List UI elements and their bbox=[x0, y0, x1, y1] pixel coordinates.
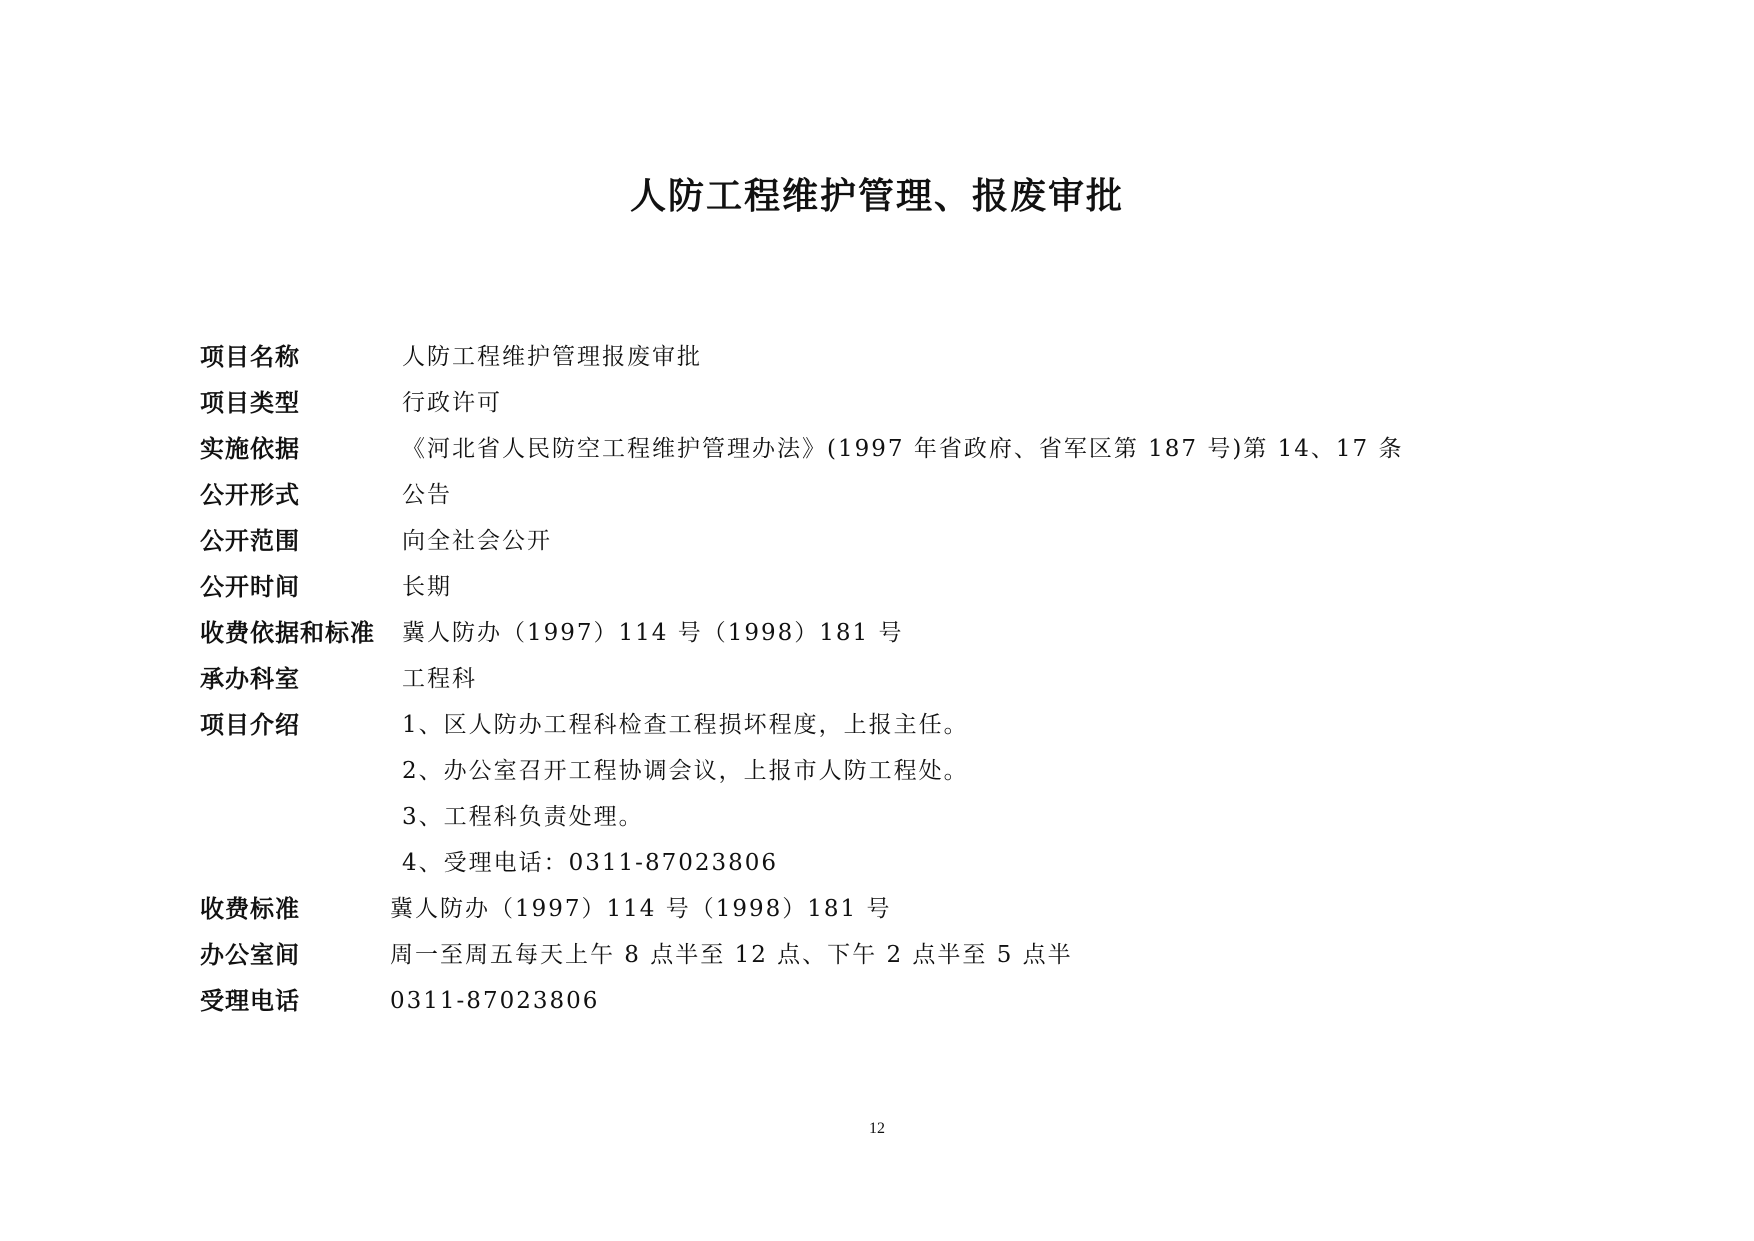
row-label: 公开形式 bbox=[200, 481, 300, 509]
info-row-disclosure-scope bbox=[200, 518, 1560, 564]
info-row-introduction-4 bbox=[200, 840, 1560, 886]
page-number: 12 bbox=[869, 1120, 885, 1137]
row-value: 冀人防办（1997）114 号（1998）181 号 bbox=[402, 620, 904, 646]
row-value: 《河北省人民防空工程维护管理办法》(1997 年省政府、省军区第 187 号)第 14、17 条 bbox=[402, 436, 1404, 462]
info-row-disclosure-form bbox=[200, 472, 1560, 518]
info-row-office-hours bbox=[200, 932, 1560, 978]
row-label: 受理电话 bbox=[200, 987, 300, 1015]
row-value: 周一至周五每天上午 8 点半至 12 点、下午 2 点半至 5 点半 bbox=[390, 942, 1073, 968]
row-value: 4、受理电话：0311-87023806 bbox=[402, 850, 779, 876]
info-row-legal-basis bbox=[200, 426, 1560, 472]
row-value: 工程科 bbox=[402, 666, 477, 692]
info-table bbox=[200, 334, 1560, 1024]
row-label: 项目名称 bbox=[200, 343, 300, 371]
row-value: 1、区人防办工程科检查工程损坏程度，上报主任。 bbox=[402, 712, 969, 738]
row-value: 人防工程维护管理报废审批 bbox=[402, 344, 702, 370]
info-row-introduction-3 bbox=[200, 794, 1560, 840]
info-row-fee-standard bbox=[200, 886, 1560, 932]
info-row-fee-basis bbox=[200, 610, 1560, 656]
row-label: 项目介绍 bbox=[200, 711, 300, 739]
info-row-department bbox=[200, 656, 1560, 702]
row-label: 收费标准 bbox=[200, 895, 300, 923]
row-label: 公开时间 bbox=[200, 573, 300, 601]
row-value: 2、办公室召开工程协调会议，上报市人防工程处。 bbox=[402, 758, 969, 784]
row-label: 收费依据和标准 bbox=[200, 619, 375, 647]
info-row-phone bbox=[200, 978, 1560, 1024]
row-value: 0311-87023806 bbox=[390, 988, 600, 1014]
row-label: 实施依据 bbox=[200, 435, 300, 463]
page-title: 人防工程维护管理、报废审批 bbox=[629, 176, 1124, 217]
info-row-project-name bbox=[200, 334, 1560, 380]
row-value: 公告 bbox=[402, 482, 452, 508]
row-label: 项目类型 bbox=[200, 389, 300, 417]
info-row-introduction bbox=[200, 702, 1560, 748]
info-row-introduction-2 bbox=[200, 748, 1560, 794]
row-value: 长期 bbox=[402, 574, 452, 600]
row-value: 行政许可 bbox=[402, 390, 502, 416]
row-label: 办公室间 bbox=[200, 941, 300, 969]
row-label: 公开范围 bbox=[200, 527, 300, 555]
row-value: 3、工程科负责处理。 bbox=[402, 804, 644, 830]
row-label: 承办科室 bbox=[200, 665, 300, 693]
row-value: 向全社会公开 bbox=[402, 528, 552, 554]
info-row-disclosure-time bbox=[200, 564, 1560, 610]
row-value: 冀人防办（1997）114 号（1998）181 号 bbox=[390, 896, 892, 922]
info-row-project-type bbox=[200, 380, 1560, 426]
